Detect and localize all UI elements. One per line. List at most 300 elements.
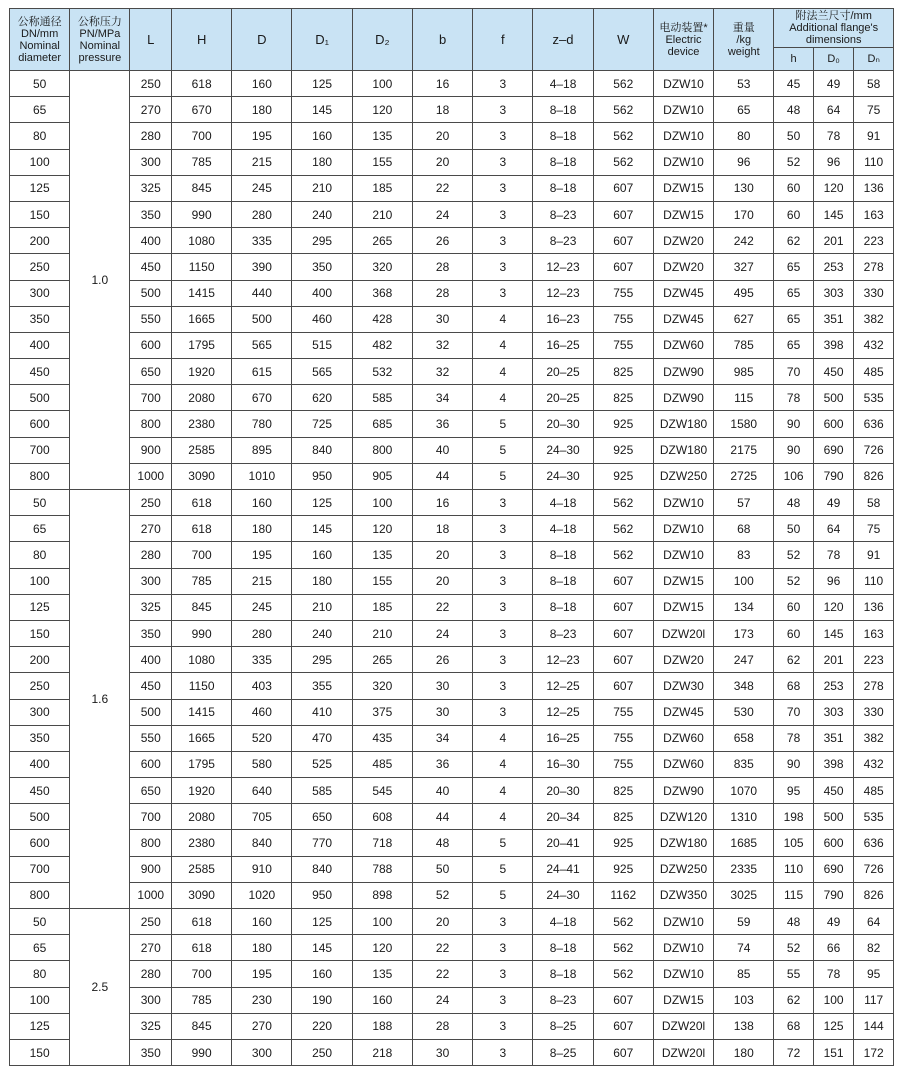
cell-D: 705 [232,804,292,830]
cell-D0: 450 [813,778,854,804]
cell-D1: 190 [292,987,352,1013]
cell-D0: 351 [813,306,854,332]
cell-D0: 500 [813,804,854,830]
cell-b: 44 [412,463,472,489]
cell-W: 825 [593,359,653,385]
cell-L: 400 [130,647,172,673]
cell-f: 3 [473,71,533,97]
cell-H: 785 [172,568,232,594]
cell-electric-device: DZW250 [653,856,713,882]
table-row [10,437,894,463]
cell-D1: 400 [292,280,352,306]
cell-L: 650 [130,359,172,385]
cell-L: 250 [130,909,172,935]
cell-D1: 180 [292,149,352,175]
cell-Dn: 95 [854,961,894,987]
cell-electric-device: DZW10 [653,542,713,568]
cell-weight: 1310 [714,804,774,830]
cell-Dn: 223 [854,228,894,254]
cell-D2: 100 [352,490,412,516]
cell-D1: 770 [292,830,352,856]
cell-electric-device: DZW90 [653,778,713,804]
cell-D1: 210 [292,594,352,620]
cell-f: 5 [473,463,533,489]
cell-dn: 800 [10,882,70,908]
cell-electric-device: DZW30 [653,673,713,699]
cell-f: 3 [473,175,533,201]
cell-weight: 530 [714,699,774,725]
cell-H: 845 [172,1013,232,1039]
cell-z-d: 8–23 [533,987,593,1013]
cell-b: 44 [412,804,472,830]
cell-weight: 138 [714,1013,774,1039]
cell-f: 3 [473,935,533,961]
cell-f: 3 [473,228,533,254]
cell-electric-device: DZW15 [653,568,713,594]
cell-f: 3 [473,909,533,935]
cell-dn: 100 [10,568,70,594]
cell-b: 40 [412,437,472,463]
cell-D2: 218 [352,1039,412,1065]
cell-f: 4 [473,359,533,385]
cell-b: 24 [412,620,472,646]
cell-W: 607 [593,594,653,620]
cell-weight: 835 [714,751,774,777]
cell-W: 562 [593,516,653,542]
cell-Dn: 485 [854,778,894,804]
cell-Dn: 330 [854,280,894,306]
cell-D0: 120 [813,594,854,620]
cell-dn: 250 [10,254,70,280]
cell-z-d: 20–34 [533,804,593,830]
cell-Dn: 726 [854,437,894,463]
cell-D: 615 [232,359,292,385]
header-D1: D₁ [292,9,352,71]
cell-electric-device: DZW180 [653,830,713,856]
cell-Dn: 172 [854,1039,894,1065]
cell-h: 50 [774,123,813,149]
cell-H: 1080 [172,647,232,673]
table-row [10,359,894,385]
cell-weight: 2335 [714,856,774,882]
cell-D: 180 [232,516,292,542]
cell-D2: 788 [352,856,412,882]
cell-D2: 375 [352,699,412,725]
cell-f: 4 [473,306,533,332]
cell-dn: 125 [10,175,70,201]
cell-D: 195 [232,542,292,568]
cell-dn: 600 [10,411,70,437]
cell-D2: 428 [352,306,412,332]
cell-electric-device: DZW45 [653,306,713,332]
cell-Dn: 330 [854,699,894,725]
cell-dn: 50 [10,909,70,935]
cell-W: 607 [593,620,653,646]
cell-D: 180 [232,97,292,123]
cell-H: 1665 [172,306,232,332]
cell-L: 550 [130,306,172,332]
cell-L: 325 [130,594,172,620]
cell-W: 755 [593,725,653,751]
cell-dn: 200 [10,647,70,673]
cell-z-d: 20–30 [533,411,593,437]
cell-D0: 49 [813,909,854,935]
cell-b: 28 [412,254,472,280]
cell-z-d: 4–18 [533,909,593,935]
cell-b: 52 [412,882,472,908]
cell-D2: 210 [352,201,412,227]
cell-L: 300 [130,568,172,594]
cell-H: 670 [172,97,232,123]
cell-D1: 950 [292,882,352,908]
cell-D0: 78 [813,542,854,568]
cell-Dn: 636 [854,830,894,856]
cell-D: 230 [232,987,292,1013]
cell-dn: 450 [10,778,70,804]
cell-b: 20 [412,542,472,568]
cell-Dn: 826 [854,463,894,489]
table-row [10,647,894,673]
cell-D0: 790 [813,882,854,908]
cell-weight: 2175 [714,437,774,463]
cell-W: 925 [593,463,653,489]
cell-D2: 185 [352,594,412,620]
cell-weight: 96 [714,149,774,175]
cell-h: 115 [774,882,813,908]
cell-W: 562 [593,909,653,935]
cell-z-d: 20–25 [533,385,593,411]
cell-D1: 160 [292,961,352,987]
cell-b: 18 [412,97,472,123]
cell-dn: 150 [10,201,70,227]
cell-h: 78 [774,725,813,751]
cell-f: 3 [473,490,533,516]
cell-electric-device: DZW250 [653,463,713,489]
cell-b: 22 [412,961,472,987]
cell-Dn: 535 [854,385,894,411]
cell-D0: 253 [813,673,854,699]
cell-electric-device: DZW20l [653,1039,713,1065]
cell-D: 160 [232,909,292,935]
cell-H: 700 [172,961,232,987]
cell-D0: 100 [813,987,854,1013]
table-row [10,306,894,332]
cell-D2: 100 [352,71,412,97]
table-row [10,175,894,201]
header-weight: 重量 /kg weight [714,9,774,71]
cell-z-d: 16–30 [533,751,593,777]
cell-z-d: 16–23 [533,306,593,332]
table-row [10,332,894,358]
cell-L: 600 [130,332,172,358]
cell-dn: 80 [10,961,70,987]
table-row [10,1013,894,1039]
cell-D2: 135 [352,123,412,149]
cell-weight: 785 [714,332,774,358]
cell-D0: 66 [813,935,854,961]
cell-electric-device: DZW10 [653,149,713,175]
cell-D0: 690 [813,437,854,463]
cell-z-d: 12–23 [533,647,593,673]
cell-L: 700 [130,385,172,411]
cell-D1: 410 [292,699,352,725]
cell-f: 3 [473,97,533,123]
cell-h: 60 [774,201,813,227]
cell-dn: 700 [10,437,70,463]
cell-W: 755 [593,699,653,725]
cell-h: 65 [774,306,813,332]
header-f: f [473,9,533,71]
cell-f: 3 [473,1013,533,1039]
cell-H: 3090 [172,463,232,489]
cell-D0: 600 [813,411,854,437]
cell-electric-device: DZW10 [653,909,713,935]
cell-f: 3 [473,673,533,699]
cell-dn: 100 [10,149,70,175]
cell-h: 62 [774,987,813,1013]
cell-W: 607 [593,201,653,227]
cell-b: 34 [412,725,472,751]
cell-dn: 800 [10,463,70,489]
cell-f: 3 [473,961,533,987]
cell-z-d: 20–30 [533,778,593,804]
cell-Dn: 278 [854,254,894,280]
header-nominal-pressure: 公称压力 PN/MPa Nominal pressure [70,9,130,71]
cell-f: 5 [473,830,533,856]
cell-L: 800 [130,830,172,856]
cell-D0: 64 [813,97,854,123]
valve-dimension-table [9,8,894,1066]
cell-W: 562 [593,123,653,149]
cell-Dn: 382 [854,725,894,751]
cell-f: 3 [473,149,533,175]
cell-H: 2380 [172,830,232,856]
cell-D1: 515 [292,332,352,358]
cell-H: 2380 [172,411,232,437]
table-row [10,71,894,97]
cell-D: 580 [232,751,292,777]
cell-electric-device: DZW10 [653,961,713,987]
cell-h: 60 [774,175,813,201]
cell-W: 562 [593,542,653,568]
table-row [10,778,894,804]
cell-electric-device: DZW20 [653,228,713,254]
cell-h: 198 [774,804,813,830]
cell-Dn: 110 [854,568,894,594]
cell-dn: 100 [10,987,70,1013]
cell-W: 607 [593,175,653,201]
cell-f: 3 [473,620,533,646]
cell-z-d: 4–18 [533,71,593,97]
cell-Dn: 82 [854,935,894,961]
cell-dn: 65 [10,516,70,542]
table-row [10,123,894,149]
cell-Dn: 64 [854,909,894,935]
cell-D: 520 [232,725,292,751]
table-row [10,882,894,908]
cell-h: 52 [774,542,813,568]
cell-H: 3090 [172,882,232,908]
cell-b: 26 [412,228,472,254]
cell-D0: 120 [813,175,854,201]
cell-electric-device: DZW15 [653,201,713,227]
cell-b: 36 [412,751,472,777]
table-row [10,620,894,646]
table-row [10,751,894,777]
cell-h: 90 [774,437,813,463]
cell-dn: 125 [10,594,70,620]
cell-pn: 1.0 [70,71,130,490]
cell-h: 65 [774,254,813,280]
cell-weight: 130 [714,175,774,201]
cell-H: 1415 [172,280,232,306]
cell-L: 600 [130,751,172,777]
cell-D0: 145 [813,201,854,227]
cell-b: 30 [412,699,472,725]
cell-D2: 435 [352,725,412,751]
cell-L: 280 [130,542,172,568]
table-row [10,804,894,830]
cell-H: 990 [172,620,232,646]
cell-dn: 400 [10,751,70,777]
cell-L: 325 [130,1013,172,1039]
cell-b: 50 [412,856,472,882]
cell-W: 607 [593,568,653,594]
cell-h: 62 [774,647,813,673]
cell-f: 5 [473,856,533,882]
cell-D1: 725 [292,411,352,437]
cell-W: 562 [593,97,653,123]
cell-D2: 160 [352,987,412,1013]
cell-W: 1162 [593,882,653,908]
cell-L: 250 [130,490,172,516]
cell-h: 52 [774,149,813,175]
cell-W: 562 [593,71,653,97]
cell-D: 840 [232,830,292,856]
cell-b: 20 [412,909,472,935]
cell-weight: 348 [714,673,774,699]
cell-D1: 160 [292,123,352,149]
cell-D2: 718 [352,830,412,856]
cell-H: 1665 [172,725,232,751]
cell-D2: 485 [352,751,412,777]
cell-W: 825 [593,385,653,411]
table-row [10,542,894,568]
cell-h: 50 [774,516,813,542]
cell-f: 3 [473,254,533,280]
cell-weight: 83 [714,542,774,568]
cell-Dn: 826 [854,882,894,908]
cell-weight: 2725 [714,463,774,489]
cell-H: 1150 [172,673,232,699]
cell-W: 562 [593,149,653,175]
cell-D2: 608 [352,804,412,830]
header-h: h [774,48,813,71]
cell-D: 160 [232,71,292,97]
cell-h: 90 [774,411,813,437]
cell-b: 32 [412,332,472,358]
cell-W: 825 [593,778,653,804]
cell-Dn: 636 [854,411,894,437]
cell-h: 105 [774,830,813,856]
cell-Dn: 58 [854,71,894,97]
cell-z-d: 24–30 [533,882,593,908]
cell-D0: 78 [813,123,854,149]
cell-L: 900 [130,437,172,463]
cell-D2: 120 [352,516,412,542]
table-row [10,568,894,594]
cell-h: 106 [774,463,813,489]
cell-weight: 85 [714,961,774,987]
cell-D: 280 [232,620,292,646]
cell-D0: 96 [813,568,854,594]
cell-D2: 135 [352,961,412,987]
cell-f: 3 [473,516,533,542]
cell-Dn: 432 [854,332,894,358]
header-additional-flange: 附法兰尺寸/mm Additional flange's dimensions [774,9,894,48]
cell-H: 1920 [172,778,232,804]
cell-H: 990 [172,201,232,227]
cell-Dn: 136 [854,175,894,201]
cell-dn: 50 [10,71,70,97]
cell-L: 270 [130,935,172,961]
cell-h: 52 [774,935,813,961]
cell-D0: 145 [813,620,854,646]
table-row [10,909,894,935]
cell-D2: 320 [352,673,412,699]
cell-D1: 470 [292,725,352,751]
cell-H: 1415 [172,699,232,725]
cell-Dn: 75 [854,516,894,542]
cell-D: 180 [232,935,292,961]
cell-Dn: 110 [854,149,894,175]
cell-W: 562 [593,490,653,516]
cell-L: 300 [130,987,172,1013]
cell-f: 3 [473,1039,533,1065]
cell-b: 34 [412,385,472,411]
cell-H: 618 [172,490,232,516]
cell-Dn: 91 [854,123,894,149]
cell-weight: 985 [714,359,774,385]
cell-H: 700 [172,123,232,149]
cell-D0: 49 [813,71,854,97]
cell-D1: 210 [292,175,352,201]
cell-weight: 247 [714,647,774,673]
cell-H: 2585 [172,437,232,463]
cell-b: 36 [412,411,472,437]
cell-H: 618 [172,71,232,97]
cell-dn: 300 [10,699,70,725]
cell-dn: 150 [10,1039,70,1065]
cell-D: 403 [232,673,292,699]
cell-z-d: 8–18 [533,123,593,149]
cell-L: 1000 [130,463,172,489]
cell-b: 26 [412,647,472,673]
cell-D0: 690 [813,856,854,882]
cell-f: 5 [473,882,533,908]
header-D0: D₀ [813,48,854,71]
cell-f: 3 [473,542,533,568]
cell-electric-device: DZW180 [653,411,713,437]
cell-dn: 500 [10,804,70,830]
cell-D1: 145 [292,516,352,542]
cell-weight: 115 [714,385,774,411]
cell-b: 18 [412,516,472,542]
table-row [10,725,894,751]
header-electric-device: 电动装置* Electric device [653,9,713,71]
cell-h: 60 [774,620,813,646]
cell-D: 270 [232,1013,292,1039]
